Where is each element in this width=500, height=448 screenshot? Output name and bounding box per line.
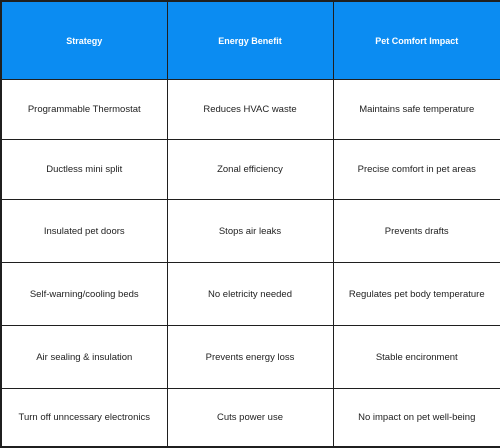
cell-pet-comfort-impact: Precise comfort in pet areas <box>333 140 500 200</box>
table-row <box>1 326 500 389</box>
table-row <box>1 140 500 200</box>
cell-pet-comfort-impact: Stable encironment <box>333 326 500 389</box>
cell-strategy: Ductless mini split <box>1 140 167 200</box>
cell-energy-benefit: Zonal efficiency <box>167 140 333 200</box>
header-strategy: Strategy <box>1 1 167 80</box>
cell-energy-benefit: Stops air leaks <box>167 200 333 263</box>
header-pet-comfort-impact: Pet Comfort Impact <box>333 1 500 80</box>
table-row <box>1 389 500 447</box>
cell-pet-comfort-impact: No impact on pet well-being <box>333 389 500 447</box>
cell-strategy: Air sealing & insulation <box>1 326 167 389</box>
cell-strategy: Insulated pet doors <box>1 200 167 263</box>
cell-pet-comfort-impact: Prevents drafts <box>333 200 500 263</box>
cell-energy-benefit: No eletricity needed <box>167 263 333 326</box>
table-row <box>1 80 500 140</box>
header-energy-benefit: Energy Benefit <box>167 1 333 80</box>
table-header <box>1 1 500 80</box>
table-row <box>1 200 500 263</box>
cell-energy-benefit: Reduces HVAC waste <box>167 80 333 140</box>
cell-strategy: Turn off unncessary electronics <box>1 389 167 447</box>
cell-strategy: Programmable Thermostat <box>1 80 167 140</box>
cell-energy-benefit: Prevents energy loss <box>167 326 333 389</box>
table-body <box>1 80 500 447</box>
cell-pet-comfort-impact: Maintains safe temperature <box>333 80 500 140</box>
cell-energy-benefit: Cuts power use <box>167 389 333 447</box>
cell-pet-comfort-impact: Regulates pet body temperature <box>333 263 500 326</box>
header-row <box>1 1 500 80</box>
table-row <box>1 263 500 326</box>
cell-strategy: Self-warning/cooling beds <box>1 263 167 326</box>
